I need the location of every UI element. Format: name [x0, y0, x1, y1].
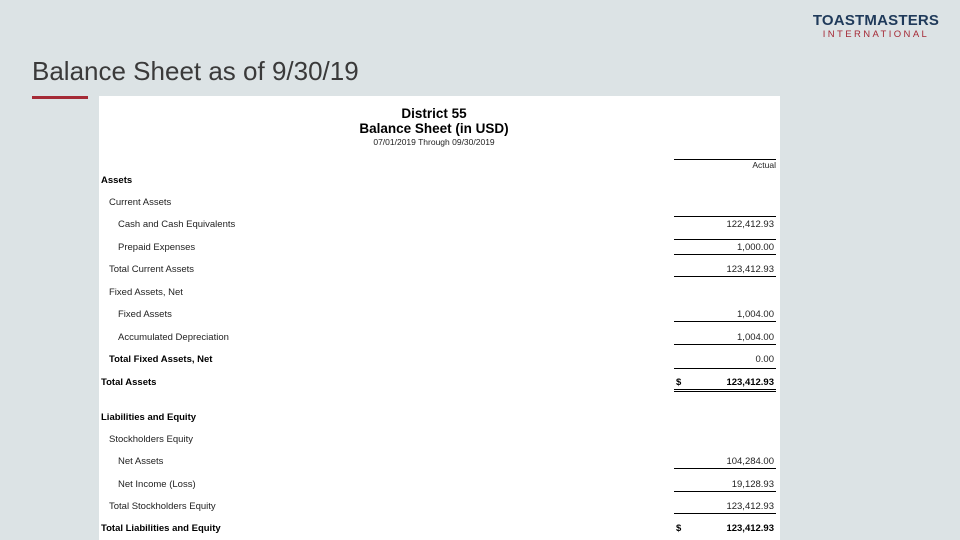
row-cash-value: 122,412.93 — [726, 219, 774, 230]
row-fixed-value: 1,004.00 — [737, 309, 774, 320]
row-prepaid-value: 1,000.00 — [737, 242, 774, 253]
row-total-fixed-value: 0.00 — [755, 354, 774, 365]
column-header-actual: Actual — [752, 160, 776, 170]
currency-symbol: $ — [676, 523, 682, 534]
row-total-current-label: Total Current Assets — [109, 264, 195, 275]
row-total-assets-label: Total Assets — [101, 377, 157, 388]
title-accent-bar — [32, 96, 88, 99]
row-net-income-label: Net Income (Loss) — [118, 479, 196, 490]
report-period: 07/01/2019 Through 09/30/2019 — [373, 137, 495, 147]
row-prepaid-label: Prepaid Expenses — [118, 242, 196, 253]
row-accum-dep-label: Accumulated Depreciation — [118, 332, 229, 343]
row-total-stock-label: Total Stockholders Equity — [109, 501, 216, 512]
row-total-liab-value: 123,412.93 — [726, 523, 774, 534]
row-total-fixed-label: Total Fixed Assets, Net — [109, 354, 213, 365]
currency-symbol: $ — [676, 377, 682, 388]
row-total-liab-label: Total Liabilities and Equity — [101, 523, 221, 534]
rule — [674, 368, 776, 369]
logo-subtitle: INTERNATIONAL — [822, 29, 930, 40]
row-net-assets-label: Net Assets — [118, 456, 164, 467]
row-assets-label: Assets — [101, 175, 133, 186]
toastmasters-logo — [806, 12, 946, 40]
rule — [674, 216, 776, 217]
row-total-current-value: 123,412.93 — [726, 264, 774, 275]
rule — [674, 344, 776, 345]
report-org: District 55 — [401, 106, 467, 121]
row-fixed-net-label: Fixed Assets, Net — [109, 287, 183, 298]
logo-wordmark: TOASTMASTERS — [812, 12, 940, 29]
rule — [674, 491, 776, 492]
rule — [674, 321, 776, 322]
row-liab-equity-label: Liabilities and Equity — [101, 412, 197, 423]
row-total-assets-value: 123,412.93 — [726, 377, 774, 388]
row-accum-dep-value: 1,004.00 — [737, 332, 774, 343]
rule — [674, 254, 776, 255]
balance-sheet-document — [99, 96, 780, 540]
report-title: Balance Sheet (in USD) — [359, 121, 509, 136]
row-cash-label: Cash and Cash Equivalents — [118, 219, 236, 230]
row-net-assets-value: 104,284.00 — [726, 456, 774, 467]
rule — [674, 239, 776, 240]
rule — [674, 276, 776, 277]
rule — [674, 468, 776, 469]
slide-title: Balance Sheet as of 9/30/19 — [32, 56, 359, 86]
row-stock-equity-label: Stockholders Equity — [109, 434, 193, 445]
rule — [674, 513, 776, 514]
double-rule — [674, 389, 776, 392]
row-total-stock-value: 123,412.93 — [726, 501, 774, 512]
row-fixed-label: Fixed Assets — [118, 309, 172, 320]
row-current-assets-label: Current Assets — [109, 197, 172, 208]
row-net-income-value: 19,128.93 — [731, 479, 774, 490]
